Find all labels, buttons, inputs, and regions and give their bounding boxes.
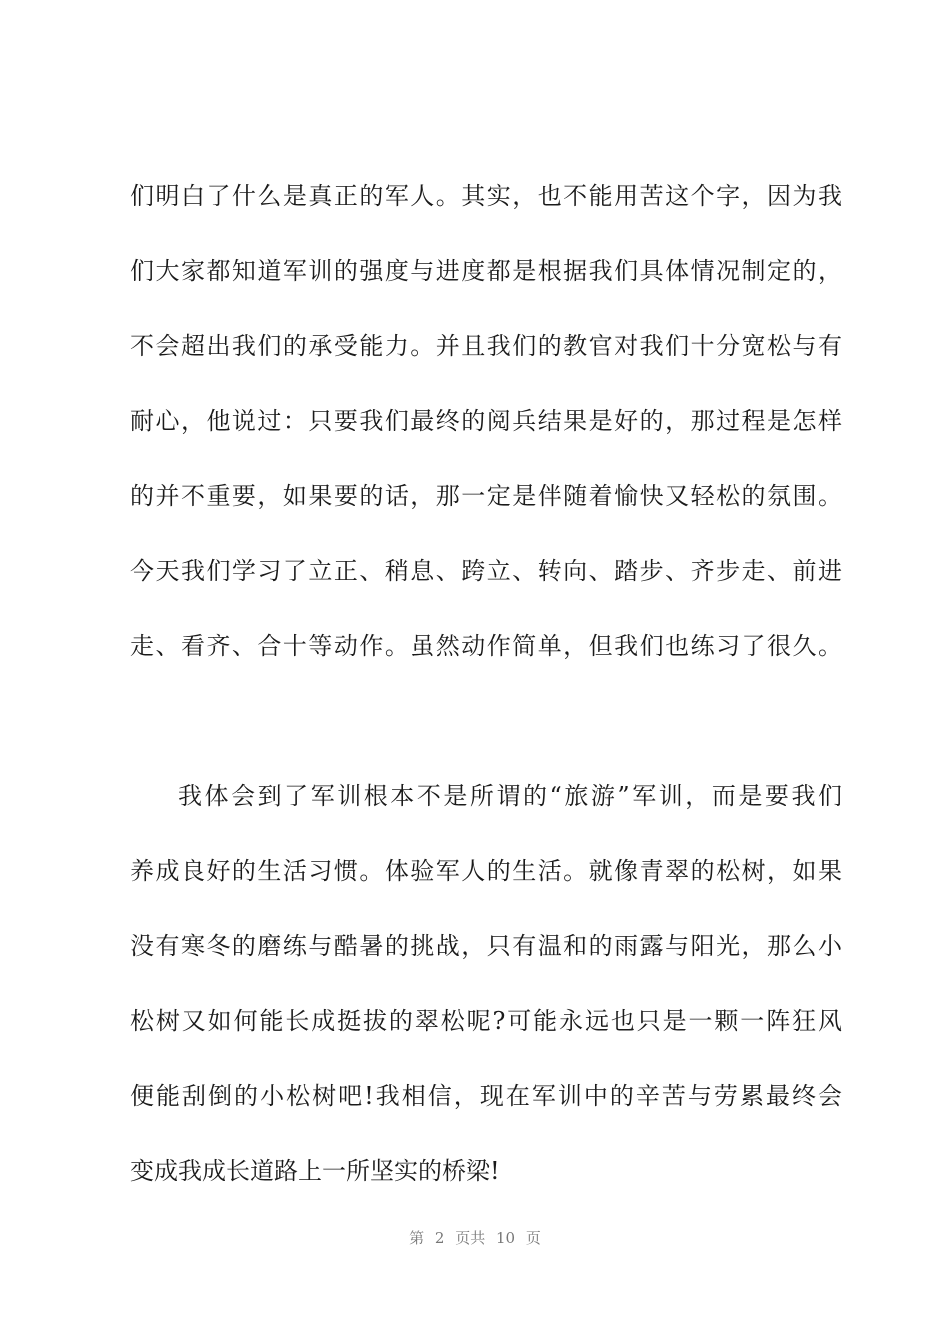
paragraph-2-line-2: 养成良好的生活习惯。体验军人的生活。就像青翠的松树，如果 bbox=[130, 857, 842, 885]
paragraph-2-line-6: 变成我成长道路上一所坚实的桥梁! bbox=[130, 1157, 500, 1185]
paragraph-1-line-5: 的并不重要，如果要的话，那一定是伴随着愉快又轻松的氛围。 bbox=[130, 482, 842, 510]
paragraph-2-line-3: 没有寒冬的磨练与酷暑的挑战，只有温和的雨露与阳光，那么小 bbox=[130, 932, 842, 960]
paragraph-1-line-6: 今天我们学习了立正、稍息、跨立、转向、踏步、齐步走、前进 bbox=[130, 557, 842, 585]
paragraph-2-line-1: 我体会到了军训根本不是所谓的“旅游”军训，而是要我们 bbox=[178, 782, 842, 810]
page-number-footer: 第 2 页共 10 页 bbox=[409, 1229, 541, 1247]
paragraph-1-line-3: 不会超出我们的承受能力。并且我们的教官对我们十分宽松与有 bbox=[130, 332, 842, 360]
paragraph-1-line-2: 们大家都知道军训的强度与进度都是根据我们具体情况制定的， bbox=[130, 257, 842, 285]
paragraph-1-line-4: 耐心，他说过：只要我们最终的阅兵结果是好的，那过程是怎样 bbox=[130, 407, 842, 435]
paragraph-1-line-1: 们明白了什么是真正的军人。其实，也不能用苦这个字，因为我 bbox=[130, 182, 842, 210]
paragraph-2-line-5: 便能刮倒的小松树吧!我相信，现在军训中的辛苦与劳累最终会 bbox=[130, 1082, 842, 1110]
paragraph-1-line-7: 走、看齐、合十等动作。虽然动作简单，但我们也练习了很久。 bbox=[130, 632, 842, 660]
paragraph-2-line-4: 松树又如何能长成挺拔的翠松呢?可能永远也只是一颗一阵狂风 bbox=[130, 1007, 842, 1035]
